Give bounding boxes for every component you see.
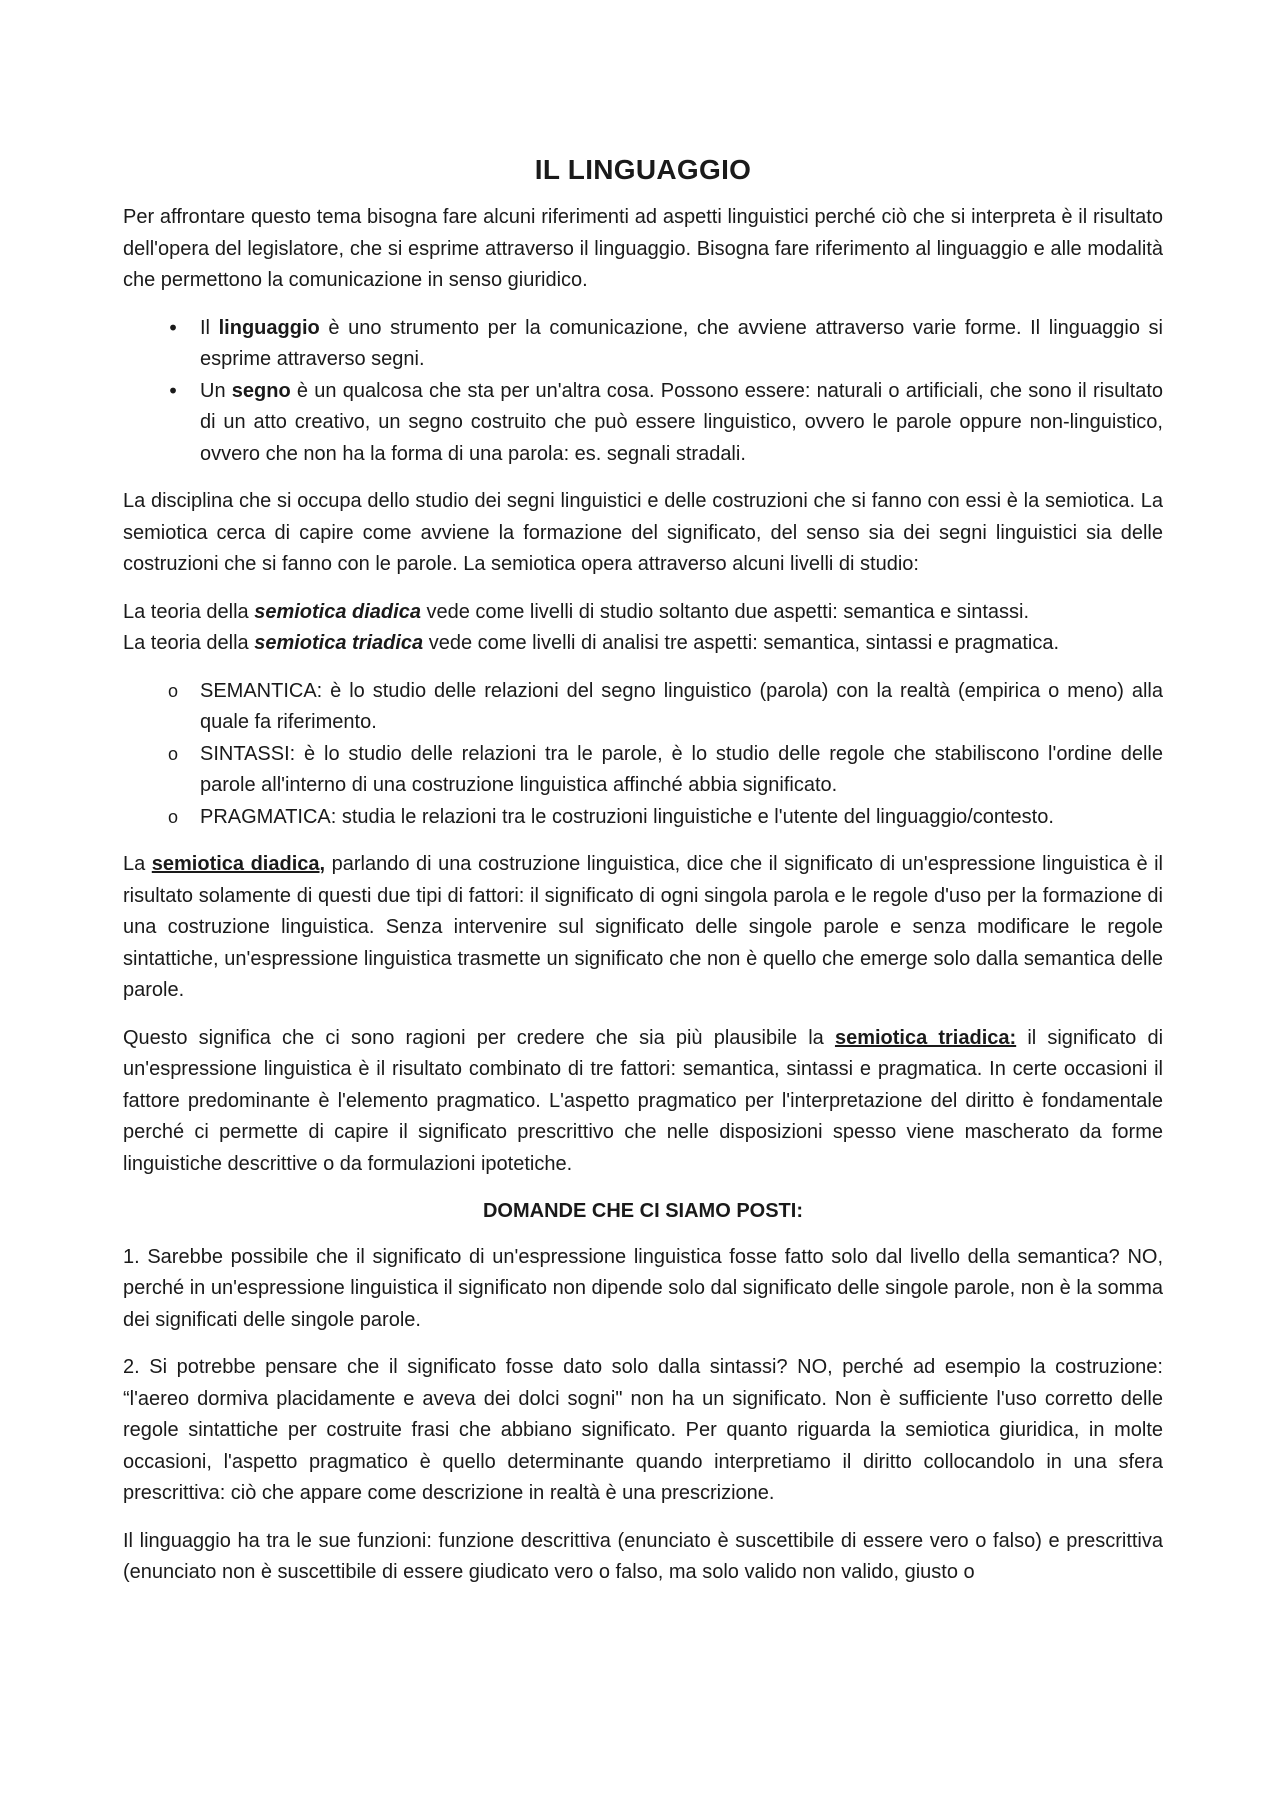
semiotica-paragraph: La disciplina che si occupa dello studio dei segni linguistici e delle costruzioni che si fanno con essi è la semiotica. La semiotica cerca di capire come avviene la formazione del significato, del senso sia dei segni linguistici sia delle costruzioni che si fanno con le parole. La semiotica opera attraverso alcuni livelli di studio: — [123, 490, 1163, 575]
diadica-paragraph: La semiotica diadica, parlando di una costruzione linguistica, dice che il significato di un'espressione linguistica è il risultato solamente di questi due tipi di fattori: il significato di ogni singola parola e le regole d'uso per la formazione di una costruzione linguistica. Senza intervenire sul significato delle singole parole e senza modificare le regole sintattiche, un'espressione linguistica trasmette un significato che non è quello che emerge solo dalla semantica delle parole. — [123, 853, 1163, 1001]
question-2-paragraph: 2. Si potrebbe pensare che il significato fosse dato solo dalla sintassi? NO, perché ad esempio la costruzione: “l'aereo dormiva placidamente e aveva dei dolci sogni" non ha un significato. Non è sufficiente l'uso corretto delle regole sintattiche per costruite frasi che abbiano significato. Per quanto riguarda la semiotica giuridica, in molte occasioni, l'aspetto pragmatico è quello determinante quando interpretiamo il diritto collocandolo in una sfera prescrittiva: ciò che appare come descrizione in realtà è una prescrizione. — [123, 1356, 1163, 1504]
list-item: o PRAGMATICA: studia le relazioni tra le costruzioni linguistiche e l'utente del linguaggio/contesto. — [123, 802, 1163, 834]
term-semiotica-triadica: semiotica triadica — [254, 632, 424, 654]
levels-list — [123, 676, 1163, 834]
functions-paragraph: Il linguaggio ha tra le sue funzioni: funzione descrittiva (enunciato è suscettibile di essere vero o falso) e prescrittiva (enunciato non è suscettibile di essere giudicato vero o falso, ma solo valido non valido, giusto o — [123, 1529, 1163, 1583]
term-segno: segno — [231, 379, 291, 402]
term-semiotica-triadica-underlined: semiotica triadica: — [834, 1026, 1017, 1049]
bullet-icon: • — [167, 315, 179, 340]
term-semiotica-diadica: semiotica diadica — [254, 600, 421, 623]
list-item: o SINTASSI: è lo studio delle relazioni tra le parole, è lo studio delle regole che stabiliscono l'ordine delle parole all'interno di una costruzione linguistica affinché abbia significato. — [123, 739, 1163, 802]
teoria-paragraph — [123, 597, 1163, 660]
definition-list — [123, 313, 1163, 471]
list-item: o SEMANTICA: è lo studio delle relazioni del segno linguistico (parola) con la realtà (empirica o meno) alla quale fa riferimento. — [123, 676, 1163, 739]
document-page — [123, 150, 1163, 1589]
question-1-paragraph: 1. Sarebbe possibile che il significato di un'espressione linguistica fosse fatto solo dal livello della semantica? NO, perché in un'espressione linguistica il significato non dipende solo dal significato delle singole parole, non è la somma dei significati delle singole parole. — [123, 1245, 1164, 1331]
questions-heading: DOMANDE CHE CI SIAMO POSTI: — [482, 1200, 803, 1222]
term-linguaggio: linguaggio — [218, 316, 320, 339]
circle-bullet-icon: o — [167, 680, 178, 701]
term-semiotica-diadica-underlined: semiotica diadica, — [151, 853, 326, 875]
intro-paragraph: Per affrontare questo tema bisogna fare alcuni riferimenti ad aspetti linguistici perché ciò che si interpreta è il risultato dell'opera del legislatore, che si esprime attraverso il linguaggio. Bisogna fare riferimento al linguaggio e alle modalità che permettono la comunicazione in senso giuridico. — [123, 206, 1163, 291]
page-title: IL LINGUAGGIO — [534, 154, 752, 185]
triadica-paragraph: Questo significa che ci sono ragioni per credere che sia più plausibile la semiotica triadica: il significato di un'espressione linguistica è il risultato combinato di tre fattori: semantica, sintassi e pragmatica. In certe occasioni il fattore predominante è l'elemento pragmatico. L'aspetto pragmatico per l'interpretazione del diritto è fondamentale perché ci permette di capire il significato prescrittivo che nelle disposizioni spesso viene mascherato da forme linguistiche descrittive o da formulazioni ipotetiche. — [123, 1026, 1164, 1175]
bullet-icon: • — [167, 378, 179, 403]
teoria-diadica-line: La teoria della semiotica diadica vede come livelli di studio soltanto due aspetti: semantica e sintassi. — [123, 600, 1030, 623]
teoria-triadica-line: La teoria della semiotica triadica vede come livelli di analisi tre aspetti: semantica, sintassi e pragmatica. — [123, 632, 1060, 654]
circle-bullet-icon: o — [167, 806, 178, 827]
list-item: • Il linguaggio è uno strumento per la comunicazione, che avviene attraverso varie forme. Il linguaggio si esprime attraverso segni. — [123, 313, 1163, 376]
circle-bullet-icon: o — [167, 743, 178, 764]
list-item: • Un segno è un qualcosa che sta per un'altra cosa. Possono essere: naturali o artificiali, che sono il risultato di un atto creativo, un segno costruito che può essere linguistico, ovvero le parole oppure non-linguistico, ovvero che non ha la forma di una parola: es. segnali stradali. — [123, 376, 1163, 471]
